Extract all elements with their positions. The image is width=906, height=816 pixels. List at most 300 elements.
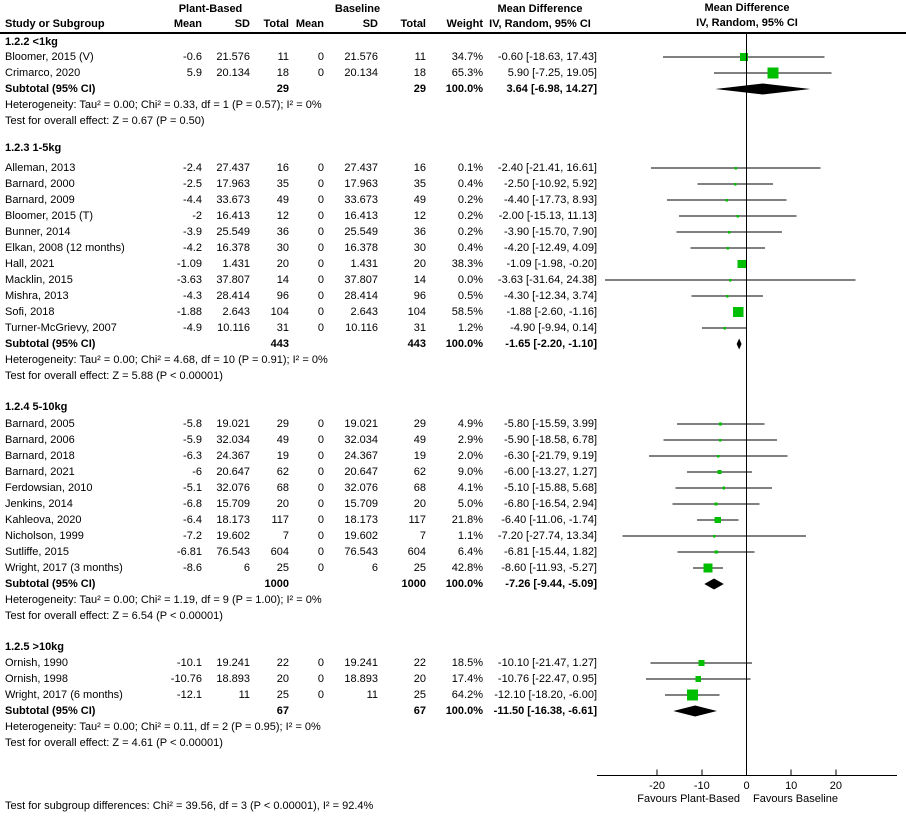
- mean1-cell: -7.2: [183, 530, 202, 542]
- sd1-cell: 21.576: [216, 51, 250, 63]
- axis-tick-label: 20: [829, 780, 843, 792]
- sd1-cell: 18.173: [216, 514, 250, 526]
- mean2-cell: 0: [317, 434, 324, 446]
- study-name: Barnard, 2018: [5, 450, 75, 462]
- axis-tick-label: 10: [785, 780, 798, 792]
- total1-cell: 16: [276, 162, 289, 174]
- effect-marker: [696, 676, 702, 682]
- mean1-cell: -2.5: [183, 178, 202, 190]
- total2-cell: 96: [413, 290, 426, 302]
- weight-cell: 42.8%: [451, 562, 483, 574]
- mean1-cell: -10.76: [170, 673, 202, 685]
- sd2-cell: 11: [366, 689, 378, 701]
- md-ci-cell: -2.00 [-15.13, 11.13]: [498, 210, 597, 222]
- total1-cell: 12: [276, 210, 289, 222]
- weight-cell: 4.1%: [457, 482, 483, 494]
- mean2-cell: 0: [317, 530, 324, 542]
- mean2-cell: 0: [317, 673, 324, 685]
- sd1-cell: 20.134: [216, 67, 250, 79]
- study-name: Barnard, 2006: [5, 434, 75, 446]
- mean1-cell: -1.09: [176, 258, 202, 270]
- mean1-cell: -5.1: [183, 482, 202, 494]
- subtotal-diamond: [704, 579, 723, 590]
- subgroup-difference-test: Test for subgroup differences: Chi² = 39.56, df = 3 (P < 0.00001), I² = 92.4%: [5, 800, 374, 812]
- total1-cell: 36: [276, 226, 289, 238]
- mean1-cell: 5.9: [186, 67, 202, 79]
- total2-cell: 49: [413, 194, 426, 206]
- md-ci-cell: 3.64 [-6.98, 14.27]: [506, 83, 597, 95]
- md-ci-cell: -5.10 [-15.88, 5.68]: [504, 482, 597, 494]
- md-ci-cell: -10.10 [-21.47, 1.27]: [497, 657, 597, 669]
- total2-cell: 18: [413, 67, 426, 79]
- mean1-cell: -2: [192, 210, 202, 222]
- effect-marker: [728, 231, 731, 234]
- study-name: Elkan, 2008 (12 months): [5, 242, 125, 254]
- effect-marker: [729, 279, 732, 282]
- mean1-cell: -2.4: [183, 162, 202, 174]
- mean1-cell: -6.3: [183, 450, 202, 462]
- weight-cell: 2.0%: [457, 450, 483, 462]
- column-mean1: Mean: [173, 18, 202, 30]
- study-name: Nicholson, 1999: [5, 530, 84, 542]
- study-name: Kahleova, 2020: [5, 514, 82, 526]
- total1-cell: 117: [271, 514, 289, 526]
- overall-effect-text: Test for overall effect: Z = 4.61 (P < 0.00001): [5, 737, 223, 749]
- total1-cell: 11: [277, 51, 289, 63]
- study-name: Bloomer, 2015 (T): [5, 210, 94, 222]
- md-ci-cell: -3.90 [-15.70, 7.90]: [504, 226, 597, 238]
- mean2-cell: 0: [317, 210, 324, 222]
- total2-cell: 22: [413, 657, 426, 669]
- sd2-cell: 16.378: [344, 242, 378, 254]
- sd1-cell: 33.673: [216, 194, 250, 206]
- sd1-cell: 24.367: [216, 450, 250, 462]
- md-ci-cell: -1.65 [-2.20, -1.10]: [505, 338, 597, 350]
- mean2-cell: 0: [317, 178, 324, 190]
- total2-cell: 68: [413, 482, 426, 494]
- md-ci-cell: -4.40 [-17.73, 8.93]: [504, 194, 597, 206]
- total2-cell: 25: [413, 562, 426, 574]
- sd2-cell: 6: [371, 562, 378, 574]
- md-ci-cell: -6.81 [-15.44, 1.82]: [504, 546, 597, 558]
- total1-cell: 29: [276, 418, 289, 430]
- mean1-cell: -4.9: [183, 322, 202, 334]
- weight-cell: 38.3%: [451, 258, 483, 270]
- study-name: Ferdowsian, 2010: [5, 482, 93, 494]
- weight-cell: 17.4%: [451, 673, 483, 685]
- sd1-cell: 28.414: [216, 290, 250, 302]
- mean1-cell: -3.9: [183, 226, 202, 238]
- total2-cell: 12: [413, 210, 426, 222]
- effect-marker: [698, 660, 704, 666]
- total2-cell: 117: [408, 514, 426, 526]
- mean2-cell: 0: [317, 689, 324, 701]
- md-ci-cell: -4.90 [-9.94, 0.14]: [510, 322, 597, 334]
- total1-cell: 7: [282, 530, 289, 542]
- sd2-cell: 1.431: [350, 258, 378, 270]
- group2-header: Baseline: [334, 3, 381, 15]
- study-name: Barnard, 2009: [5, 194, 75, 206]
- total1-cell: 35: [276, 178, 289, 190]
- heterogeneity-text: Heterogeneity: Tau² = 0.00; Chi² = 0.33, df = 1 (P = 0.57); I² = 0%: [5, 99, 322, 111]
- study-name: Sutliffe, 2015: [5, 546, 70, 558]
- study-name: Barnard, 2021: [5, 466, 75, 478]
- sd2-cell: 2.643: [350, 306, 378, 318]
- subgroup-header: 1.2.5 >10kg: [5, 641, 65, 653]
- subtotal-diamond: [673, 706, 717, 717]
- effect-marker: [734, 183, 737, 186]
- weight-cell: 5.0%: [457, 498, 483, 510]
- total2-cell: 67: [413, 705, 426, 717]
- overall-effect-text: Test for overall effect: Z = 0.67 (P = 0.50): [5, 115, 205, 127]
- study-name: Barnard, 2005: [5, 418, 75, 430]
- md-ci-cell: -4.30 [-12.34, 3.74]: [504, 290, 597, 302]
- heterogeneity-text: Heterogeneity: Tau² = 0.00; Chi² = 4.68, df = 10 (P = 0.91); I² = 0%: [5, 354, 328, 366]
- total1-cell: 29: [276, 83, 289, 95]
- total1-cell: 1000: [264, 578, 289, 590]
- total1-cell: 22: [276, 657, 289, 669]
- mean2-cell: 0: [317, 514, 324, 526]
- effect-marker: [722, 487, 725, 490]
- sd1-cell: 18.893: [216, 673, 250, 685]
- favours-right-label: Favours Baseline: [753, 793, 838, 805]
- sd1-cell: 19.021: [216, 418, 250, 430]
- weight-cell: 0.4%: [457, 178, 483, 190]
- effect-marker: [717, 455, 720, 458]
- sd1-cell: 11: [238, 689, 250, 701]
- weight-cell: 1.1%: [457, 530, 483, 542]
- weight-cell: 65.3%: [451, 67, 483, 79]
- total2-cell: 14: [413, 274, 426, 286]
- mean2-cell: 0: [317, 450, 324, 462]
- effect-marker: [715, 517, 721, 523]
- effect-marker: [767, 68, 778, 79]
- mean1-cell: -10.1: [176, 657, 202, 669]
- mean2-cell: 0: [317, 242, 324, 254]
- weight-cell: 2.9%: [457, 434, 483, 446]
- sd2-cell: 28.414: [344, 290, 378, 302]
- plot-effect-header: Mean Difference: [704, 2, 790, 14]
- subtotal-label: Subtotal (95% CI): [5, 705, 96, 717]
- effect-marker: [736, 215, 739, 218]
- total1-cell: 49: [276, 194, 289, 206]
- subgroup-header: 1.2.3 1-5kg: [5, 142, 62, 154]
- md-ci-cell: -7.20 [-27.74, 13.34]: [497, 530, 597, 542]
- total1-cell: 31: [276, 322, 289, 334]
- sd1-cell: 6: [243, 562, 250, 574]
- mean1-cell: -4.4: [183, 194, 202, 206]
- total1-cell: 19: [276, 450, 289, 462]
- effect-marker: [723, 327, 726, 330]
- effect-marker: [715, 502, 718, 505]
- sd1-cell: 15.709: [216, 498, 250, 510]
- weight-cell: 0.0%: [457, 274, 483, 286]
- favours-left-label: Favours Plant-Based: [637, 793, 740, 805]
- total1-cell: 25: [276, 562, 289, 574]
- study-name: Ornish, 1998: [5, 673, 68, 685]
- total2-cell: 36: [413, 226, 426, 238]
- weight-cell: 100.0%: [445, 83, 483, 95]
- weight-cell: 0.2%: [457, 210, 483, 222]
- group1-header: Plant-Based: [178, 3, 243, 15]
- mean1-cell: -0.6: [183, 51, 202, 63]
- total2-cell: 16: [413, 162, 426, 174]
- total2-cell: 29: [413, 418, 426, 430]
- md-ci-cell: -11.50 [-16.38, -6.61]: [493, 705, 597, 717]
- sd2-cell: 18.173: [344, 514, 378, 526]
- effect-marker: [714, 550, 717, 553]
- mean2-cell: 0: [317, 274, 324, 286]
- sd2-cell: 27.437: [344, 162, 378, 174]
- md-ci-cell: -4.20 [-12.49, 4.09]: [504, 242, 597, 254]
- subtotal-diamond: [715, 84, 810, 95]
- plot-method-header: IV, Random, 95% CI: [696, 17, 798, 29]
- sd2-cell: 32.076: [344, 482, 378, 494]
- sd1-cell: 37.807: [216, 274, 250, 286]
- md-ci-cell: -6.80 [-16.54, 2.94]: [504, 498, 597, 510]
- weight-cell: 64.2%: [451, 689, 483, 701]
- total1-cell: 67: [276, 705, 289, 717]
- sd2-cell: 32.034: [344, 434, 378, 446]
- sd1-cell: 10.116: [217, 322, 250, 334]
- sd2-cell: 21.576: [344, 51, 378, 63]
- total2-cell: 1000: [401, 578, 426, 590]
- study-name: Turner-McGrievy, 2007: [5, 322, 117, 334]
- effect-marker: [726, 199, 729, 202]
- md-ci-cell: -1.88 [-2.60, -1.16]: [506, 306, 597, 318]
- total2-cell: 11: [414, 51, 426, 63]
- sd2-cell: 25.549: [344, 226, 378, 238]
- sd2-cell: 16.413: [344, 210, 378, 222]
- sd1-cell: 76.543: [216, 546, 250, 558]
- total2-cell: 29: [413, 83, 426, 95]
- total2-cell: 49: [413, 434, 426, 446]
- column-total1: Total: [263, 18, 289, 30]
- study-name: Bloomer, 2015 (V): [5, 51, 94, 63]
- weight-cell: 0.4%: [457, 242, 483, 254]
- effect-marker: [687, 690, 698, 701]
- study-name: Alleman, 2013: [5, 162, 76, 174]
- mean1-cell: -3.63: [176, 274, 202, 286]
- md-ci-cell: -6.30 [-21.79, 9.19]: [504, 450, 597, 462]
- total1-cell: 14: [276, 274, 289, 286]
- sd2-cell: 19.602: [344, 530, 378, 542]
- sd2-cell: 19.021: [344, 418, 378, 430]
- mean2-cell: 0: [317, 67, 324, 79]
- study-name: Sofi, 2018: [5, 306, 55, 318]
- sd1-cell: 2.643: [222, 306, 250, 318]
- sd1-cell: 1.431: [222, 258, 250, 270]
- subtotal-label: Subtotal (95% CI): [5, 338, 96, 350]
- md-ci-cell: -12.10 [-18.20, -6.00]: [494, 689, 597, 701]
- md-ci-cell: -5.90 [-18.58, 6.78]: [504, 434, 597, 446]
- sd1-cell: 19.602: [216, 530, 250, 542]
- axis-tick-label: -20: [649, 780, 666, 792]
- mean1-cell: -5.9: [183, 434, 202, 446]
- total2-cell: 7: [419, 530, 426, 542]
- total1-cell: 49: [276, 434, 289, 446]
- sd1-cell: 17.963: [216, 178, 250, 190]
- column-method: IV, Random, 95% CI: [489, 18, 591, 30]
- md-ci-cell: -5.80 [-15.59, 3.99]: [504, 418, 597, 430]
- column-sd2: SD: [362, 18, 378, 30]
- total2-cell: 20: [413, 498, 426, 510]
- effect-marker: [704, 564, 713, 573]
- weight-cell: 18.5%: [451, 657, 483, 669]
- weight-cell: 0.2%: [457, 226, 483, 238]
- total2-cell: 25: [413, 689, 426, 701]
- sd2-cell: 19.241: [344, 657, 378, 669]
- weight-cell: 0.2%: [457, 194, 483, 206]
- total1-cell: 604: [270, 546, 289, 558]
- mean2-cell: 0: [317, 162, 324, 174]
- weight-cell: 0.1%: [457, 162, 483, 174]
- sd1-cell: 20.647: [216, 466, 250, 478]
- total2-cell: 30: [413, 242, 426, 254]
- study-name: Bunner, 2014: [5, 226, 71, 238]
- md-ci-cell: -6.40 [-11.06, -1.74]: [501, 514, 597, 526]
- mean1-cell: -6.81: [176, 546, 202, 558]
- mean2-cell: 0: [317, 466, 324, 478]
- study-name: Mishra, 2013: [5, 290, 69, 302]
- total1-cell: 25: [276, 689, 289, 701]
- sd2-cell: 37.807: [344, 274, 378, 286]
- total1-cell: 96: [276, 290, 289, 302]
- total1-cell: 68: [276, 482, 289, 494]
- subtotal-label: Subtotal (95% CI): [5, 578, 96, 590]
- study-name: Jenkins, 2014: [5, 498, 73, 510]
- effect-marker: [718, 470, 722, 474]
- sd1-cell: 32.076: [216, 482, 250, 494]
- subtotal-label: Subtotal (95% CI): [5, 83, 96, 95]
- overall-effect-text: Test for overall effect: Z = 5.88 (P < 0.00001): [5, 370, 223, 382]
- total1-cell: 443: [270, 338, 289, 350]
- weight-cell: 9.0%: [457, 466, 483, 478]
- sd2-cell: 17.963: [344, 178, 378, 190]
- mean1-cell: -12.1: [176, 689, 202, 701]
- weight-cell: 100.0%: [445, 338, 483, 350]
- mean2-cell: 0: [317, 498, 324, 510]
- study-name: Barnard, 2000: [5, 178, 75, 190]
- total1-cell: 20: [276, 258, 289, 270]
- mean1-cell: -6.8: [183, 498, 202, 510]
- mean1-cell: -6: [192, 466, 202, 478]
- mean2-cell: 0: [317, 226, 324, 238]
- md-ci-cell: -8.60 [-11.93, -5.27]: [501, 562, 597, 574]
- mean2-cell: 0: [317, 258, 324, 270]
- subgroup-header: 1.2.4 5-10kg: [5, 401, 68, 413]
- total2-cell: 104: [407, 306, 426, 318]
- sd2-cell: 33.673: [344, 194, 378, 206]
- subgroup-header: 1.2.2 <1kg: [5, 36, 58, 48]
- effect-marker: [719, 423, 722, 426]
- axis-tick-label: 0: [743, 780, 750, 792]
- subtotal-diamond: [737, 339, 742, 350]
- mean2-cell: 0: [317, 194, 324, 206]
- effect-marker: [726, 295, 729, 298]
- mean1-cell: -8.6: [183, 562, 202, 574]
- column-sd1: SD: [234, 18, 250, 30]
- md-ci-cell: 5.90 [-7.25, 19.05]: [507, 67, 597, 79]
- total2-cell: 20: [413, 673, 426, 685]
- sd2-cell: 18.893: [344, 673, 378, 685]
- study-name: Wright, 2017 (3 months): [5, 562, 123, 574]
- sd1-cell: 27.437: [216, 162, 250, 174]
- md-ci-cell: -0.60 [-18.63, 17.43]: [497, 51, 597, 63]
- mean2-cell: 0: [317, 546, 324, 558]
- sd2-cell: 20.134: [344, 67, 378, 79]
- heterogeneity-text: Heterogeneity: Tau² = 0.00; Chi² = 0.11, df = 2 (P = 0.95); I² = 0%: [5, 721, 321, 733]
- sd1-cell: 16.378: [216, 242, 250, 254]
- weight-cell: 34.7%: [451, 51, 483, 63]
- effect-marker: [735, 167, 738, 170]
- mean1-cell: -4.2: [183, 242, 202, 254]
- overall-effect-text: Test for overall effect: Z = 6.54 (P < 0.00001): [5, 610, 223, 622]
- study-name: Hall, 2021: [5, 258, 55, 270]
- effect-header: Mean Difference: [497, 3, 583, 15]
- mean2-cell: 0: [317, 306, 324, 318]
- sd1-cell: 19.241: [216, 657, 250, 669]
- total1-cell: 20: [276, 498, 289, 510]
- sd2-cell: 76.543: [344, 546, 378, 558]
- total1-cell: 20: [276, 673, 289, 685]
- sd2-cell: 10.116: [345, 322, 378, 334]
- total2-cell: 19: [413, 450, 426, 462]
- mean1-cell: -4.3: [183, 290, 202, 302]
- weight-cell: 6.4%: [457, 546, 483, 558]
- md-ci-cell: -6.00 [-13.27, 1.27]: [504, 466, 597, 478]
- total2-cell: 31: [413, 322, 426, 334]
- column-weight: Weight: [446, 18, 483, 30]
- effect-marker: [726, 247, 729, 250]
- sd1-cell: 25.549: [216, 226, 250, 238]
- column-mean2: Mean: [295, 18, 324, 30]
- mean2-cell: 0: [317, 418, 324, 430]
- total2-cell: 20: [413, 258, 426, 270]
- total1-cell: 18: [276, 67, 289, 79]
- total2-cell: 604: [407, 546, 426, 558]
- weight-cell: 58.5%: [451, 306, 483, 318]
- effect-marker: [719, 439, 722, 442]
- weight-cell: 4.9%: [457, 418, 483, 430]
- mean2-cell: 0: [317, 657, 324, 669]
- weight-cell: 1.2%: [457, 322, 483, 334]
- study-name: Ornish, 1990: [5, 657, 68, 669]
- md-ci-cell: -10.76 [-22.47, 0.95]: [497, 673, 597, 685]
- sd2-cell: 15.709: [344, 498, 378, 510]
- sd2-cell: 24.367: [344, 450, 378, 462]
- md-ci-cell: -7.26 [-9.44, -5.09]: [505, 578, 597, 590]
- mean2-cell: 0: [317, 482, 324, 494]
- study-name: Wright, 2017 (6 months): [5, 689, 123, 701]
- mean2-cell: 0: [317, 322, 324, 334]
- mean1-cell: -6.4: [183, 514, 202, 526]
- effect-marker: [737, 260, 745, 268]
- total2-cell: 35: [413, 178, 426, 190]
- sd1-cell: 32.034: [216, 434, 250, 446]
- weight-cell: 100.0%: [445, 578, 483, 590]
- md-ci-cell: -3.63 [-31.64, 24.38]: [497, 274, 597, 286]
- total1-cell: 104: [270, 306, 289, 318]
- study-name: Macklin, 2015: [5, 274, 73, 286]
- sd2-cell: 20.647: [344, 466, 378, 478]
- weight-cell: 0.5%: [457, 290, 483, 302]
- column-study: Study or Subgroup: [5, 18, 105, 30]
- effect-marker: [713, 535, 716, 538]
- effect-marker: [733, 307, 743, 317]
- column-total2: Total: [400, 18, 426, 30]
- mean1-cell: -1.88: [176, 306, 202, 318]
